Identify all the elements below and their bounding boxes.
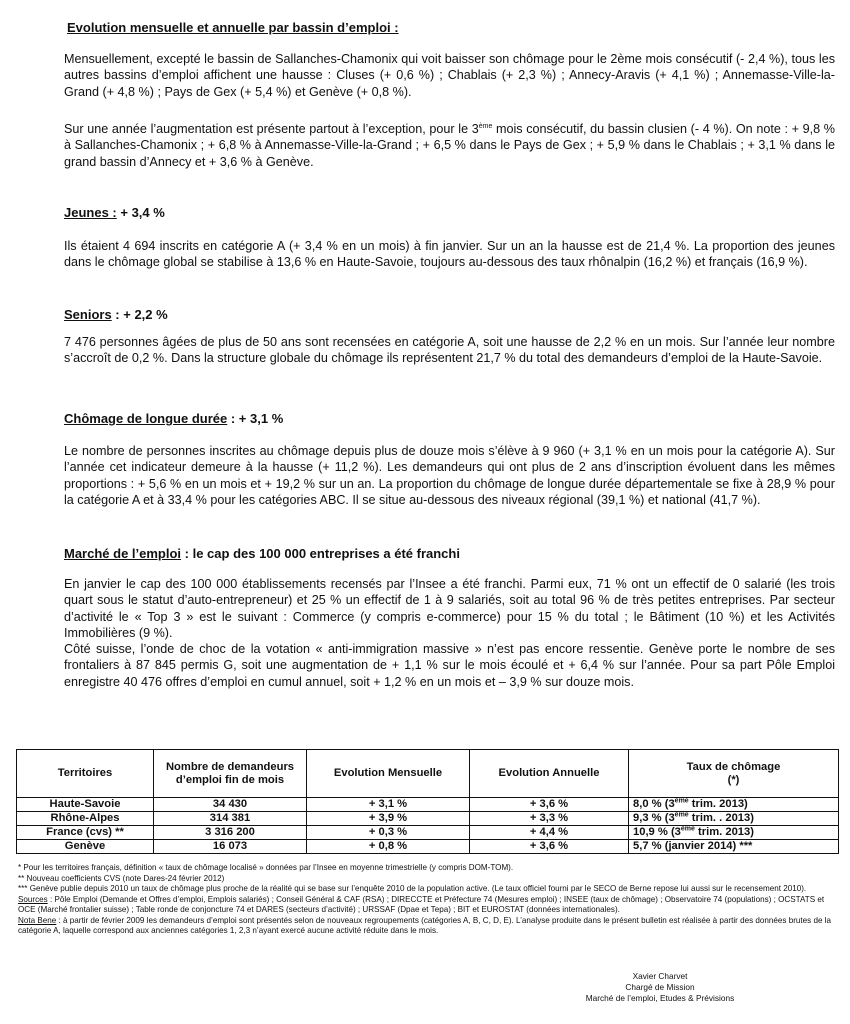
jeunes-value: + 3,4 %	[116, 205, 165, 220]
evolution-paragraph-1: Mensuellement, excepté le bassin de Sallanches-Chamonix qui voit baisser son chômage pour le 2ème mois consécutif (- 2,4 %), tous les autres bassins d’emploi affichent une hausse : Cluses (+ 0,6 %) ; Chablais (+ 2,3 %) ; Annecy-Aravis (+ 4,1 %) ; Annemasse-Ville-la-Grand (+ 4,8 %) ; Pays de Gex (+ 5,4 %) et Genève (+ 0,8 %).	[64, 52, 835, 99]
seniors-label: Seniors	[64, 307, 112, 322]
jeunes-label: Jeunes :	[64, 205, 117, 220]
longue-duree-value: : + 3,1 %	[227, 411, 284, 426]
table-row	[17, 812, 839, 826]
signature-department: Marché de l’emploi, Etudes & Prévisions	[585, 993, 735, 1003]
taux-text-a: 10,9 % (3	[633, 826, 681, 838]
header-annuelle: Evolution Annuelle	[470, 750, 629, 798]
statistics-table	[16, 749, 839, 854]
cell-nombre: 3 316 200	[154, 826, 307, 840]
cell-territoire: Haute-Savoie	[17, 798, 154, 812]
cell-mensuelle: + 3,9 %	[307, 812, 470, 826]
cell-nombre: 16 073	[154, 840, 307, 854]
signature-block	[560, 971, 760, 1004]
taux-text-a: 9,3 % (3	[633, 812, 675, 824]
marche-value: : le cap des 100 000 entreprises a été franchi	[181, 546, 460, 561]
cell-annuelle: + 4,4 %	[470, 826, 629, 840]
marche-paragraph-2: Côté suisse, l’onde de choc de la votation « anti-immigration massive » n’est pas encore ressentie. Genève porte le nombre de ses frontaliers à 87 845 permis G, soit une augmentation de + 1,1 % sur le mois écoulé et + 6,4 % sur l’année. Pour sa part Pôle Emploi enregistre 40 476 offres d’emploi en cumul annuel, soit + 1,2 % en un mois et – 3,9 % sur douze mois.	[64, 642, 835, 689]
footnote-3: *** Genève publie depuis 2010 un taux de chômage plus proche de la réalité qui se base sur l’enquête 2010 de la population active. (Le taux officiel fourni par le SECO de Berne repose lui aussi sur le recensement 2010).	[18, 884, 807, 893]
taux-text-a: 8,0 % (3	[633, 798, 675, 810]
evolution-title: Evolution mensuelle et annuelle par bassin d’emploi :	[67, 20, 399, 35]
cell-taux	[629, 798, 839, 812]
para2-text-b: mois consécutif, du bassin clusien (- 4 %). On note : + 9,8 % à Sallanches-Chamonix ; + 6,8 % à Annemasse-Ville-la-Grand ; + 6,5 % dans le Pays de Gex ; + 5,9 % dans le Chablais ; + 3,1 % dans le grand bassin d’Annecy et + 3,6 % à Genève.	[64, 122, 836, 169]
signature-name: Xavier Charvet	[632, 971, 688, 981]
sources-note	[18, 895, 836, 916]
longue-duree-paragraph: Le nombre de personnes inscrites au chômage depuis plus de douze mois s’élève à 9 960 (+ 3,1 % en un mois pour la catégorie A). Sur l’année cet indicateur demeure à la hausse (+ 11,2 %). Les demandeurs qui ont plus de 2 ans d’inscription évoluent dans les mêmes proportions : + 5,6 % en un mois et + 19,2 % sur un an. La proportion du chômage de longue durée départementale se fixe à 28,9 % pour la catégorie A et à 33,4 % pour les catégories ABC. Il se situe au-dessous des niveaux régional (39,1 %) et national (41,7 %).	[64, 444, 835, 508]
taux-text-b: trim. 2013)	[688, 798, 748, 810]
cell-territoire: France (cvs) **	[17, 826, 154, 840]
nota-bene-note	[18, 916, 836, 937]
taux-text-b: trim. 2013)	[694, 826, 754, 838]
taux-superscript: ème	[674, 797, 689, 805]
para2-superscript: ème	[478, 122, 493, 130]
section-title-marche	[64, 546, 460, 562]
cell-taux	[629, 812, 839, 826]
jeunes-paragraph: Ils étaient 4 694 inscrits en catégorie A (+ 3,4 % en un mois) à fin janvier. Sur un an la hausse est de 21,4 %. La proportion des jeunes dans le chômage global se stabilise à 13,6 % en Haute-Savoie, toujours au-dessous des taux rhônalpin (16,2 %) et français (16,9 %).	[64, 239, 835, 270]
section-title-longue-duree	[64, 411, 283, 427]
section-title-jeunes	[64, 205, 165, 221]
taux-text-b: trim. . 2013)	[688, 812, 754, 824]
table-row	[17, 826, 839, 840]
cell-annuelle: + 3,6 %	[470, 840, 629, 854]
section-title-seniors	[64, 307, 168, 323]
header-territoires: Territoires	[17, 750, 154, 798]
footnote-1: * Pour les territoires français, définition « taux de chômage localisé » données par l’Insee en moyenne trimestrielle (y compris DOM-TOM).	[18, 863, 514, 872]
nota-bene-text: : à partir de février 2009 les demandeurs d’emploi sont présentés selon de nouveaux regroupements (catégories A, B, C, D, E). L’analyse produite dans le présent bulletin est réalisée à partir des données brutes de la catégorie A, laquelle correspond aux anciennes catégories 1, 2,3 n’ayant exercé aucune activité réduite dans le mois.	[18, 915, 832, 935]
cell-territoire: Rhône-Alpes	[17, 812, 154, 826]
evolution-paragraph-2	[64, 121, 835, 170]
header-taux-note: (*)	[727, 773, 740, 786]
nota-bene-label: Nota Bene	[18, 915, 57, 925]
seniors-paragraph: 7 476 personnes âgées de plus de 50 ans sont recensées en catégorie A, soit une hausse de 2,2 % en un mois. Sur l’année leur nombre s’accroît de 0,2 %. Dans la structure globale du chômage ils représentent 21,7 % du total des demandeurs d’emploi de la Haute-Savoie.	[64, 335, 835, 366]
cell-annuelle: + 3,3 %	[470, 812, 629, 826]
sources-label: Sources	[18, 894, 48, 904]
table-row	[17, 798, 839, 812]
marche-label: Marché de l’emploi	[64, 546, 182, 561]
cell-nombre: 34 430	[154, 798, 307, 812]
taux-superscript: ème	[680, 825, 695, 833]
sources-text: : Pôle Emploi (Demande et Offres d’emploi, Emplois salariés) ; Conseil Général & CAF (RSA) ; DIRECCTE et Préfecture 74 (Mesures emploi) ; INSEE (taux de chômage) ; Observatoire 74 (populations) ; OCSTATS et OCE (Marché frontalier suisse) ; Table ronde de conjoncture 74 et DARES (secteurs d’activité) ; URSSAF (Dpae et Tepa) ; BIT et EUROSTAT (données internationales).	[18, 894, 825, 914]
cell-annuelle: + 3,6 %	[470, 798, 629, 812]
footnotes	[18, 863, 836, 937]
taux-text-a: 5,7 % (janvier 2014) ***	[633, 840, 753, 852]
header-taux-label: Taux de chômage	[686, 761, 781, 773]
marche-paragraph-1: En janvier le cap des 100 000 établissements recensés par l’Insee a été franchi. Parmi eux, 71 % ont un effectif de 0 salarié (les trois quart sous le statut d’auto-entrepreneur) et 25 % un effectif de 1 à 9 salariés, soit au total 96 % de très petites entreprises. Par secteur d’activité le « Top 3 » est le suivant : Commerce (y compris e-commerce) pour 15 % du total ; le Bâtiment (10 %) et les Activités Immobilières (9 %).	[64, 577, 835, 641]
signature-role: Chargé de Mission	[625, 982, 695, 992]
seniors-value: : + 2,2 %	[111, 307, 168, 322]
cell-mensuelle: + 3,1 %	[307, 798, 470, 812]
cell-taux	[629, 826, 839, 840]
table-row	[17, 840, 839, 854]
cell-mensuelle: + 0,8 %	[307, 840, 470, 854]
header-mensuelle: Evolution Mensuelle	[307, 750, 470, 798]
cell-territoire: Genève	[17, 840, 154, 854]
taux-superscript: ème	[674, 811, 689, 819]
table-header-row	[17, 750, 839, 798]
para2-text-a: Sur une année l’augmentation est présente partout à l’exception, pour le 3	[64, 122, 479, 136]
footnote-2: ** Nouveau coefficients CVS (note Dares-24 février 2012)	[18, 873, 225, 883]
section-title-evolution	[67, 20, 399, 36]
cell-nombre: 314 381	[154, 812, 307, 826]
cell-mensuelle: + 0,3 %	[307, 826, 470, 840]
header-nombre: Nombre de demandeurs d’emploi fin de mois	[154, 750, 307, 798]
cell-taux	[629, 840, 839, 854]
header-taux	[629, 750, 839, 798]
longue-duree-label: Chômage de longue durée	[64, 411, 228, 426]
